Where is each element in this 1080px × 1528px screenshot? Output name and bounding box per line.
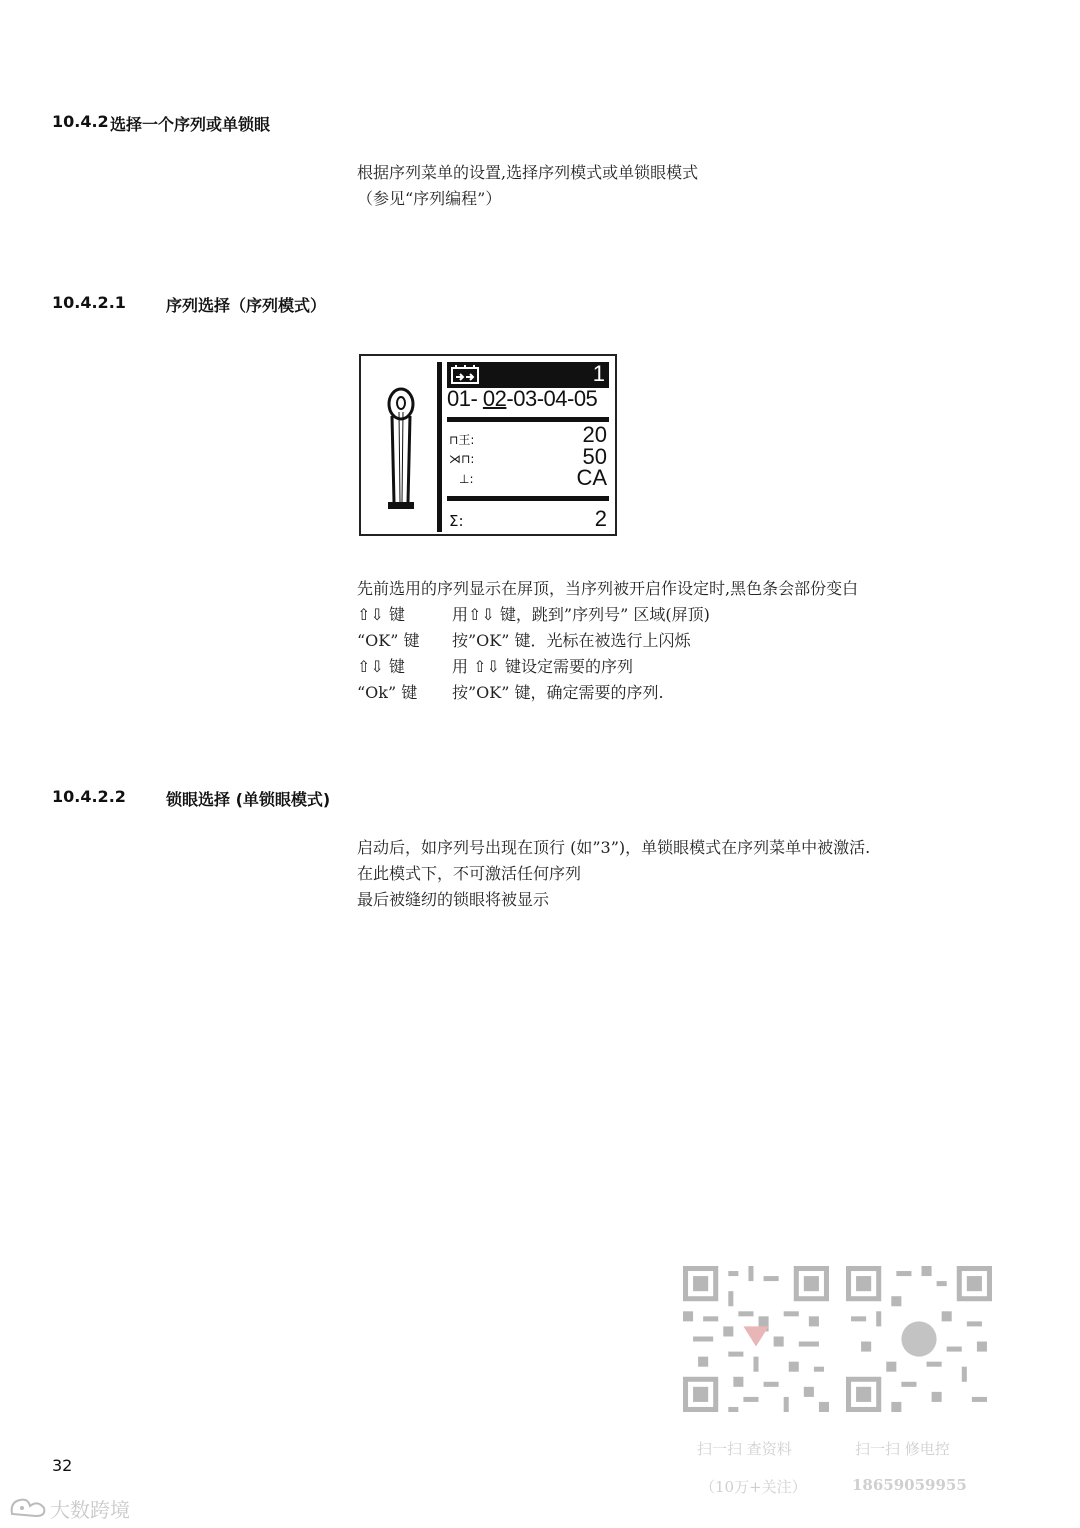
sum-label: Σ: <box>449 512 464 530</box>
instruction-row <box>357 680 664 706</box>
intro-line-1: 根据序列菜单的设置,选择序列模式或单锁眼模式 <box>357 163 699 182</box>
lcd-sequence-list <box>447 386 597 412</box>
single-line-2: 在此模式下，不可激活任何序列 <box>357 864 582 883</box>
qr-code-1 <box>683 1266 829 1412</box>
page-number: 32 <box>52 1456 73 1475</box>
seq-prefix: 01- <box>447 386 483 411</box>
brand-watermark: 大数跨境 <box>50 1498 130 1522</box>
instruction-key: “Ok” 键 <box>357 683 418 702</box>
desc-line-1: 先前选用的序列显示在屏顶，当序列被开启作设定时,黑色条会部份变白 <box>357 579 859 598</box>
section-number: 10.4.2 <box>52 112 109 131</box>
lcd-display <box>359 354 617 536</box>
instruction-text: 用 ⇧⇩ 键设定需要的序列 <box>452 657 633 676</box>
param-value-1: 20 <box>582 422 607 447</box>
buttonhole-icon <box>383 384 419 514</box>
instruction-key: ⇧⇩ 键 <box>357 605 405 624</box>
instruction-text: 按”OK” 键，确定需要的序列. <box>452 683 664 702</box>
instruction-row <box>357 602 710 628</box>
seq-selected: 02 <box>482 386 507 411</box>
param-value-2: 50 <box>582 444 607 469</box>
instruction-text: 用⇧⇩ 键，跳到”序列号” 区域(屏顶) <box>452 605 710 624</box>
lcd-sequence-number: 1 <box>592 361 605 386</box>
seq-suffix: -03-04-05 <box>506 386 598 411</box>
sequence-icon <box>451 365 479 385</box>
instruction-key: ⇧⇩ 键 <box>357 657 405 676</box>
instruction-key: “OK” 键 <box>357 631 420 650</box>
qr-caption-1: 扫一扫 查资料 <box>697 1440 792 1458</box>
brand-logo-icon <box>8 1494 48 1522</box>
intro-line-2: （参见“序列编程”） <box>357 189 502 208</box>
single-line-1: 启动后，如序列号出现在顶行 (如”3”)，单锁眼模式在序列菜单中被激活. <box>357 838 871 857</box>
param-label-1: ⊓王: <box>449 433 475 447</box>
param-value-3: CA <box>576 465 607 490</box>
qr-caption-2: 扫一扫 修电控 <box>855 1440 950 1458</box>
instruction-row <box>357 654 633 680</box>
instruction-text: 按”OK” 键．光标在被选行上闪烁 <box>452 631 691 650</box>
lcd-divider <box>437 362 442 532</box>
subsection-title: 序列选择（序列模式） <box>166 296 327 315</box>
subsection-title: 锁眼选择 (单锁眼模式) <box>166 790 331 809</box>
qr-subcaption-2: 18659059955 <box>852 1476 967 1494</box>
qr-code-2 <box>846 1266 992 1412</box>
param-label-2: ⋊⊓: <box>449 452 475 466</box>
single-line-3: 最后被缝纫的锁眼将被显示 <box>357 890 550 909</box>
lcd-top-bar <box>447 362 609 388</box>
instruction-row <box>357 628 691 654</box>
lcd-separator-2 <box>447 496 609 501</box>
subsection-number: 10.4.2.2 <box>52 787 126 806</box>
section-title: 选择一个序列或单锁眼 <box>110 115 271 134</box>
qr-subcaption-1: （10万+关注） <box>700 1478 807 1496</box>
subsection-number: 10.4.2.1 <box>52 293 126 312</box>
param-label-3: ⊥: <box>459 472 474 486</box>
sum-value: 2 <box>594 506 607 531</box>
